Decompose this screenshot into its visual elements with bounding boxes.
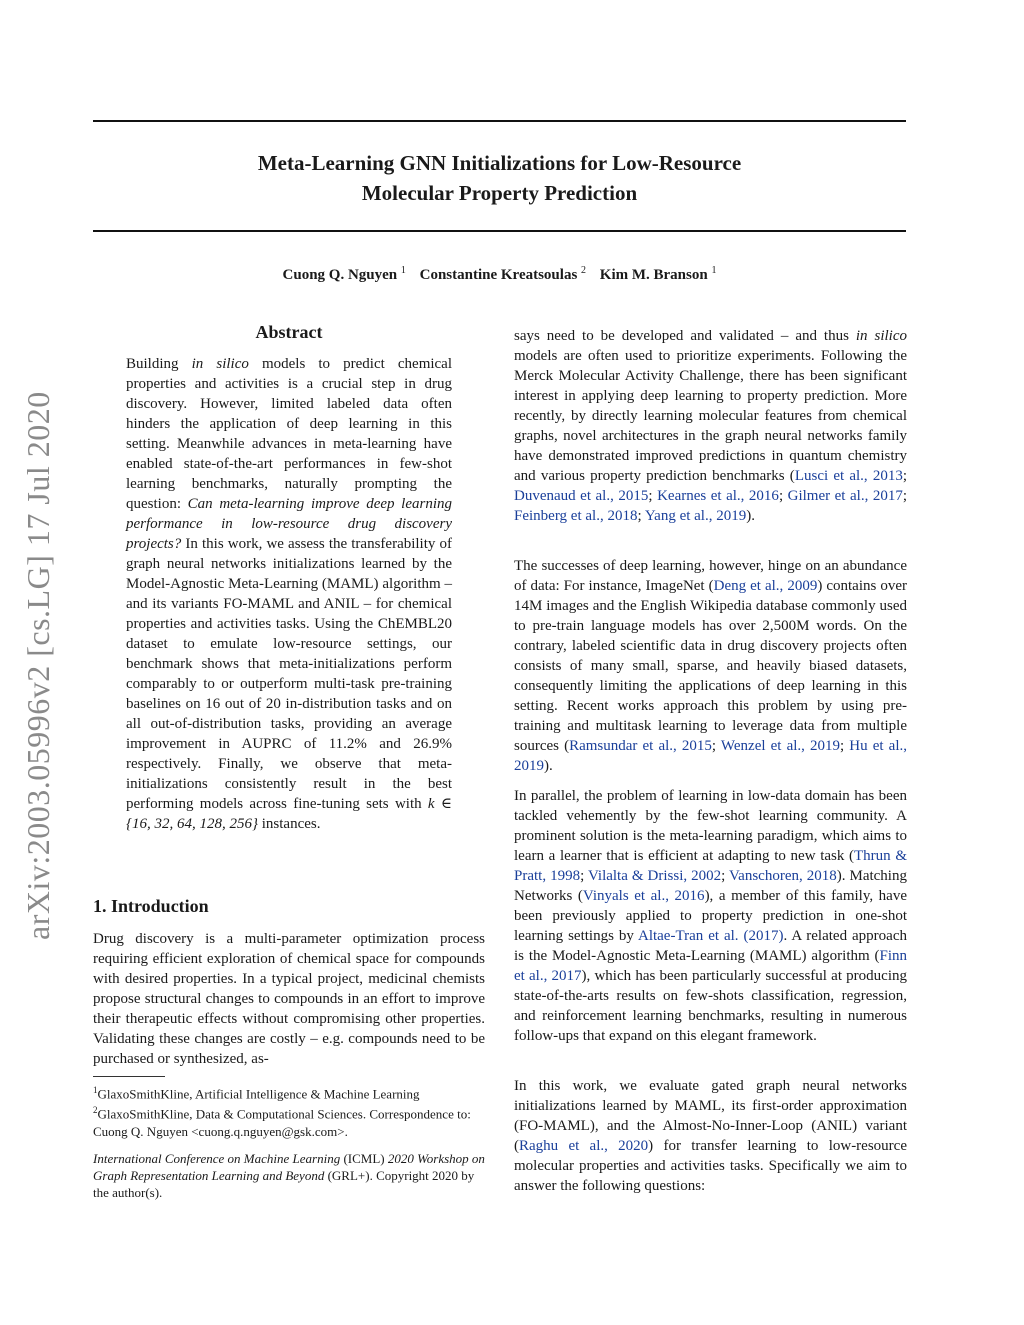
footnote-2: $^2$GlaxoSmithKline, Data & Computational Sciences. Correspondence to: Cuong Q. Nguyen <cuong.q.nguyen@gsk.com>. [93, 1105, 471, 1139]
citation-link[interactable]: Altae-Tran et al. (2017) [637, 928, 784, 944]
citation-link[interactable]: Thrun & Pratt, 1998 [514, 848, 908, 884]
citation-link[interactable]: Ramsundar et al., 2015 [569, 738, 712, 754]
section-heading-introduction: 1. Introduction [93, 896, 209, 916]
citation-link[interactable]: Kearnes et al., 2016 [657, 488, 779, 504]
abstract-heading: Abstract [255, 322, 323, 342]
citation-link[interactable]: Vilalta & Drissi, 2002 [587, 868, 722, 884]
paper-title [93, 148, 906, 208]
citation-link[interactable]: Wenzel et al., 2019 [720, 738, 841, 754]
author-list [93, 265, 906, 284]
right-paragraph-4: In this work, we evaluate gated graph neural networks initializations learned by MAML, its first-order approximation (FO-MAML), and the Almost-No-Inner-Loop (ANIL) variant (Raghu et al., 2020) for transfer learning to low-resource molecular properties and activities tasks. Specifically we aim to answer the following questions: [514, 1078, 907, 1194]
abstract-body: Building in silico models to predict chemical properties and activities is a crucial step in drug discovery. However, limited labeled data often hinders the application of deep learning in this setting. Meanwhile advances in meta-learning have enabled state-of-the-art performances in few-shot learning benchmarks, naturally prompting the question: Can meta-learning improve deep learning performance in low-resource drug discovery projects? In this work, we assess the transferability of graph neural networks initializations learned by the Model-Agnostic Meta-Learning (MAML) algorithm – and its variants FO-MAML and ANIL – for chemical properties and activities tasks. Using the ChEMBL20 dataset to emulate low-resource settings, our benchmark shows that meta-initializations perform comparably to or outperform multi-task pre-training baselines on 16 out of 20 in-distribution tasks and on all out-of-distribution tasks, providing an average improvement in AUPRC of 11.2% and 26.9% respectively. Finally, we observe that meta-initializations consistently result in the best performing models across fine-tuning sets with k ∈ {16, 32, 64, 128, 256} instances. [126, 356, 453, 832]
author: Kim M. Branson $^1$ [599, 265, 717, 283]
author: Cuong Q. Nguyen $^1$ [282, 265, 406, 283]
citation-link[interactable]: Yang et al., 2019 [644, 508, 747, 524]
top-rule [93, 120, 906, 122]
citation-link[interactable]: Feinberg et al., 2018 [514, 508, 638, 524]
author: Constantine Kreatsoulas $^2$ [419, 265, 587, 283]
right-paragraph-1: says need to be developed and validated – and thus in silico models are often used to prioritize experiments. Following the Merck Molecular Activity Challenge, there has been significant interest in applying deep learning to property prediction. More recently, by directly learning molecular features from chemical graphs, novel architectures in the graph neural networks family have demonstrated improved predictions in quantum chemistry and various property prediction benchmarks (Lusci et al., 2013; Duvenaud et al., 2015; Kearnes et al., 2016; Gilmer et al., 2017; Feinberg et al., 2018; Yang et al., 2019). [514, 328, 908, 524]
footnote-rule [93, 1076, 165, 1077]
footnote-1: $^1$GlaxoSmithKline, Artificial Intelligence & Machine Learning [93, 1085, 420, 1102]
citation-link[interactable]: Raghu et al., 2020 [519, 1138, 649, 1154]
citation-link[interactable]: Finn et al., 2017 [514, 948, 907, 984]
title-line-2: Molecular Property Prediction [361, 181, 638, 205]
citation-link[interactable]: Lusci et al., 2013 [794, 468, 903, 484]
right-paragraph-3: In parallel, the problem of learning in low-data domain has been tackled vehemently by the few-shot learning community. A prominent solution is the meta-learning paradigm, which aims to learn a learner that is efficient at adapting to new task (Thrun & Pratt, 1998; Vilalta & Drissi, 2002; Vanschoren, 2018). Matching Networks (Vinyals et al., 2016), a member of this family, have been previously applied to property prediction in one-shot learning settings by Altae-Tran et al. (2017). A related approach is the Model-Agnostic Meta-Learning (MAML) algorithm (Finn et al., 2017), which has been particularly successful at producing state-of-the-arts results on few-shots classification, regression, and reinforcement learning benchmarks, resulting in numerous follow-ups that expand on this elegant framework. [514, 788, 908, 1044]
citation-link[interactable]: Deng et al., 2009 [713, 578, 818, 594]
arxiv-identifier: arXiv:2003.05996v2 [cs.LG] 17 Jul 2020 [20, 391, 56, 940]
footnotes [93, 1082, 485, 1140]
citation-link[interactable]: Vanschoren, 2018 [729, 868, 837, 884]
venue-note: International Conference on Machine Learning (ICML) 2020 Workshop on Graph Representation Learning and Beyond (GRL+). Copyright 2020 by the author(s). [93, 1151, 485, 1200]
title-bottom-rule [93, 230, 906, 232]
title-line-1: Meta-Learning GNN Initializations for Low-Resource [257, 151, 742, 175]
intro-paragraph: Drug discovery is a multi-parameter optimization process requiring efficient exploration of chemical space for compounds with desired properties. In a typical project, medicinal chemists propose structural changes to compounds in an effort to improve their therapeutic effects without compromising other properties. Validating these changes are costly – e.g. compounds need to be purchased or synthesized, as- [93, 931, 485, 1067]
citation-link[interactable]: Hu et al., 2019 [514, 738, 908, 774]
citation-link[interactable]: Gilmer et al., 2017 [787, 488, 903, 504]
citation-link[interactable]: Vinyals et al., 2016 [582, 888, 705, 904]
citation-link[interactable]: Duvenaud et al., 2015 [514, 488, 649, 504]
right-paragraph-2: The successes of deep learning, however, hinge on an abundance of data: For instance, ImageNet (Deng et al., 2009) contains over 14M images and the English Wikipedia database commonly used to pre-train language models has over 2,500M words. On the contrary, labeled scientific data in drug discovery projects often consists of many small, sparse, and heavily biased datasets, consequently limiting the applications of deep learning in this setting. Recent works approach this problem by using pre-training and multitask learning to leverage data from multiple sources (Ramsundar et al., 2015; Wenzel et al., 2019; Hu et al., 2019). [514, 558, 908, 774]
